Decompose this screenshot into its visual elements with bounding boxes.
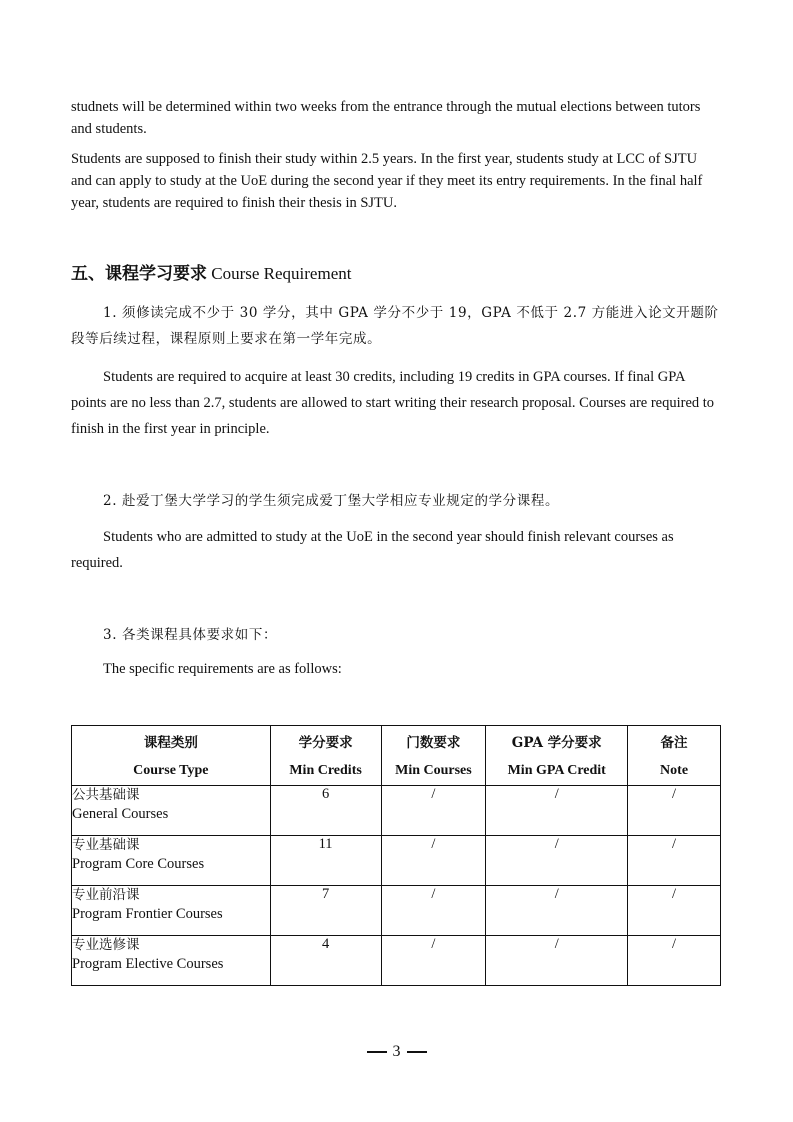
table-row [72, 936, 721, 986]
gpa-credit-cell: / [486, 836, 628, 886]
note-cell: / [628, 786, 721, 836]
footer-dash-right [407, 1051, 427, 1053]
course-type-cell: 公共基础课 General Courses [72, 786, 271, 836]
section-heading-en: Course Requirement [211, 264, 352, 283]
courses-cell: / [381, 836, 486, 886]
requirement-2-zh: 2. 赴爱丁堡大学学习的学生须完成爱丁堡大学相应专业规定的学分课程。 [103, 493, 560, 509]
requirement-1-zh: 1. 须修读完成不少于 30 学分，其中 GPA 学分不少于 19，GPA 不低于 2.7 方能进入论文开题阶段等后续过程，课程原则上要求在第一学年完成。 [71, 305, 719, 347]
gpa-credit-cell: / [486, 936, 628, 986]
table-row [72, 786, 721, 836]
page-number: 3 [392, 1043, 401, 1060]
note-cell: / [628, 936, 721, 986]
table-row [72, 836, 721, 886]
table-header-row [72, 726, 721, 786]
footer-dash-left [367, 1051, 387, 1053]
requirement-2-en: Students who are admitted to study at the UoE in the second year should finish relevant courses as required. [71, 529, 674, 571]
course-type-cell: 专业基础课 Program Core Courses [72, 836, 271, 886]
credits-cell: 4 [270, 936, 381, 986]
credits-cell: 7 [270, 886, 381, 936]
course-type-cell: 专业选修课 Program Elective Courses [72, 936, 271, 986]
course-requirements-table [71, 725, 721, 986]
course-type-cell: 专业前沿课 Program Frontier Courses [72, 886, 271, 936]
requirement-3-zh: 3. 各类课程具体要求如下： [103, 627, 278, 643]
courses-cell: / [381, 886, 486, 936]
header-course-type: 课程类别 Course Type [72, 726, 271, 786]
note-cell: / [628, 886, 721, 936]
page-footer [0, 1043, 793, 1061]
requirement-1-en: Students are required to acquire at least 30 credits, including 19 credits in GPA courses. If final GPA points are no less than 2.7, students are allowed to start writing their research proposal. Courses are required to finish in the first year in principle. [71, 369, 715, 437]
header-min-credits: 学分要求 Min Credits [270, 726, 381, 786]
gpa-credit-cell: / [486, 786, 628, 836]
requirement-3-en: The specific requirements are as follows: [103, 661, 342, 677]
section-heading [71, 262, 721, 286]
courses-cell: / [381, 936, 486, 986]
header-min-gpa-credit: GPA 学分要求 Min GPA Credit [486, 726, 628, 786]
table-row [72, 886, 721, 936]
intro-paragraph-1: studnets will be determined within two weeks from the entrance through the mutual elections between tutors and students. [71, 99, 701, 137]
gpa-credit-cell: / [486, 886, 628, 936]
credits-cell: 11 [270, 836, 381, 886]
intro-paragraph-2: Students are supposed to finish their study within 2.5 years. In the first year, students study at LCC of SJTU and can apply to study at the UoE during the second year if they meet its entry requirements. In the final half year, students are required to finish their thesis in SJTU. [71, 151, 703, 211]
header-note: 备注 Note [628, 726, 721, 786]
courses-cell: / [381, 786, 486, 836]
section-heading-zh: 五、课程学习要求 [71, 264, 207, 284]
header-min-courses: 门数要求 Min Courses [381, 726, 486, 786]
page-body [71, 92, 721, 680]
credits-cell: 6 [270, 786, 381, 836]
note-cell: / [628, 836, 721, 886]
